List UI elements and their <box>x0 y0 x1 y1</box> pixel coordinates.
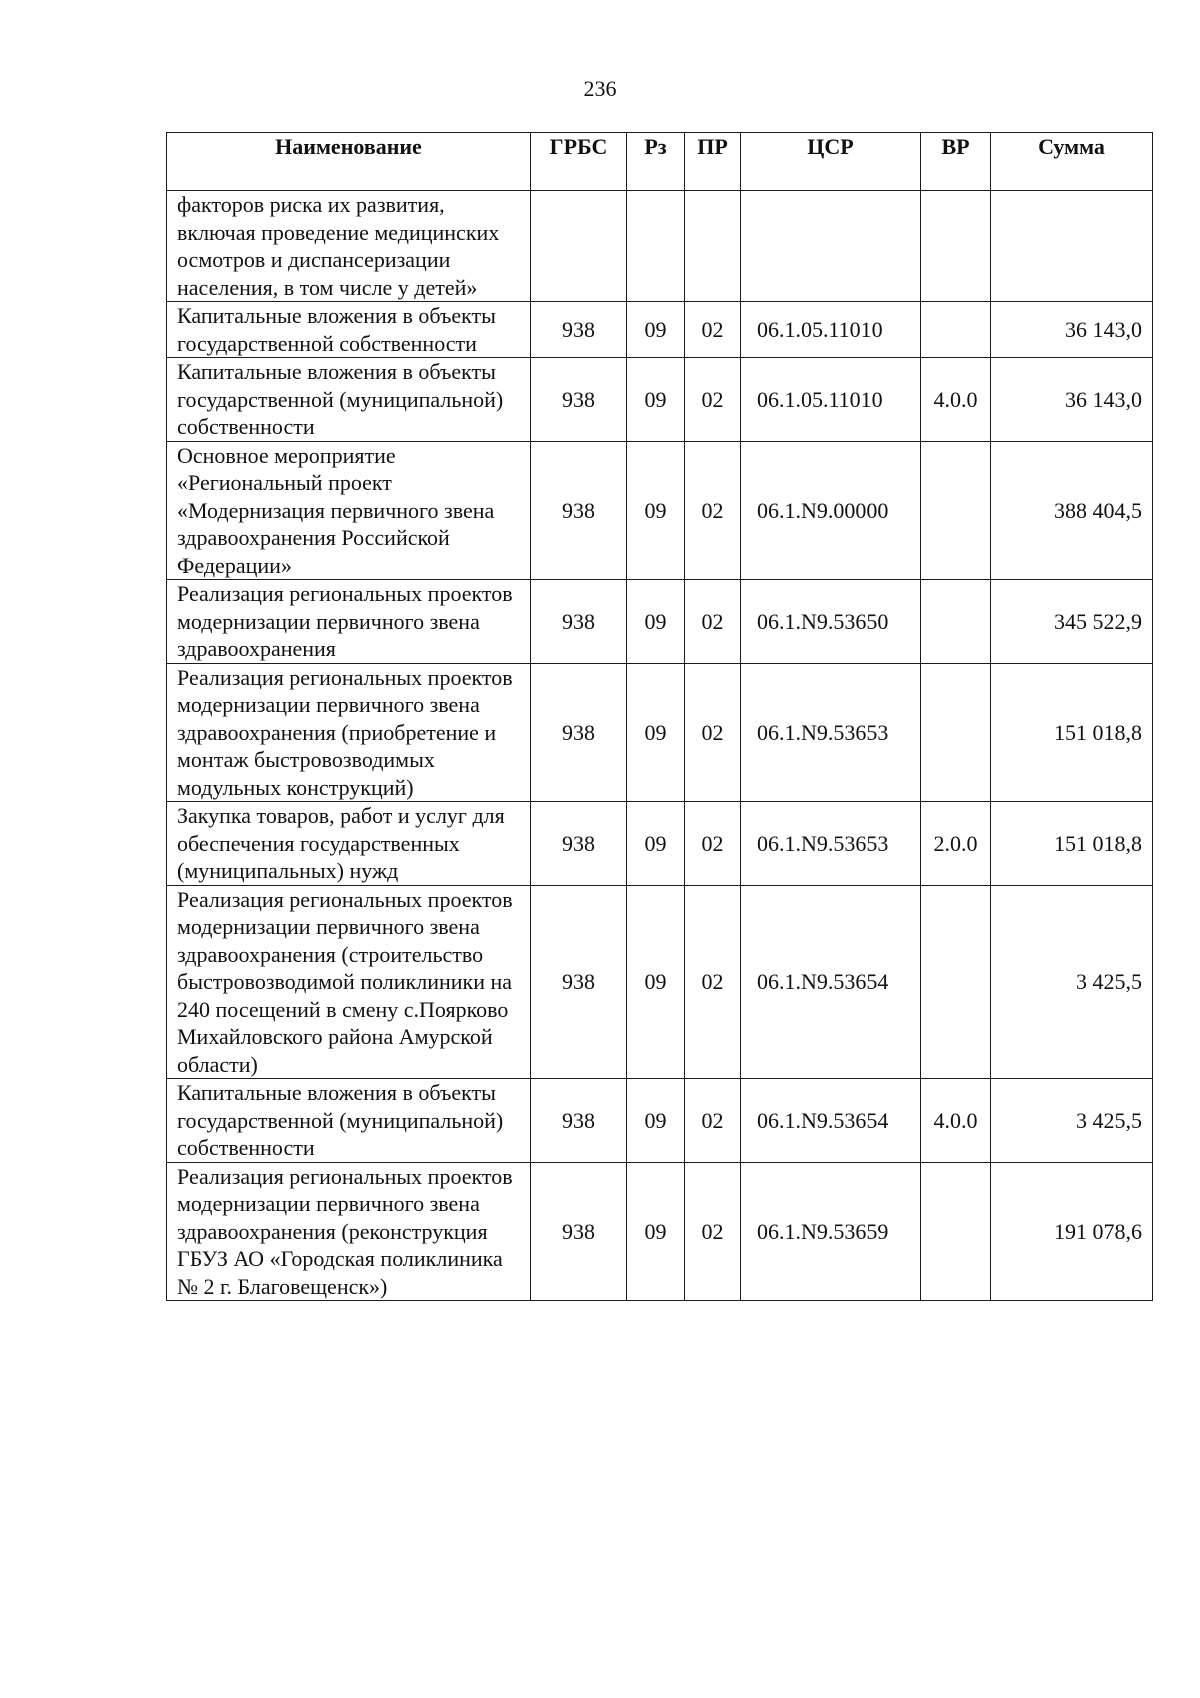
cell-grbs: 938 <box>531 358 627 442</box>
cell-vr <box>921 1162 991 1301</box>
cell-csr <box>741 191 921 302</box>
cell-grbs: 938 <box>531 885 627 1079</box>
cell-sum: 36 143,0 <box>991 358 1153 442</box>
cell-sum: 388 404,5 <box>991 441 1153 580</box>
cell-sum: 151 018,8 <box>991 802 1153 886</box>
budget-table <box>166 132 1153 1301</box>
table-row <box>167 885 1153 1079</box>
table-row <box>167 580 1153 664</box>
cell-vr <box>921 191 991 302</box>
table-row <box>167 663 1153 802</box>
table-row <box>167 358 1153 442</box>
cell-vr <box>921 663 991 802</box>
cell-name: Основное мероприятие «Региональный проект «Модернизация первичного звена здравоохранения Российской Федерации» <box>167 441 531 580</box>
cell-name: Капитальные вложения в объекты государственной (муниципальной) собственности <box>167 358 531 442</box>
table-row <box>167 1162 1153 1301</box>
cell-vr: 4.0.0 <box>921 1079 991 1163</box>
cell-rz: 09 <box>627 663 685 802</box>
cell-sum: 191 078,6 <box>991 1162 1153 1301</box>
cell-grbs: 938 <box>531 1079 627 1163</box>
cell-grbs: 938 <box>531 580 627 664</box>
cell-name: Реализация региональных проектов модернизации первичного звена здравоохранения (строительство быстровозводимой поликлиники на 240 посещений в смену с.Поярково Михайловского района Амурской области) <box>167 885 531 1079</box>
cell-grbs: 938 <box>531 1162 627 1301</box>
cell-pr: 02 <box>685 885 741 1079</box>
cell-grbs: 938 <box>531 663 627 802</box>
cell-name: Реализация региональных проектов модернизации первичного звена здравоохранения (реконструкция ГБУЗ АО «Городская поликлиника № 2 г. Благовещенск») <box>167 1162 531 1301</box>
cell-vr: 2.0.0 <box>921 802 991 886</box>
page-number: 236 <box>583 76 617 101</box>
cell-pr: 02 <box>685 1079 741 1163</box>
cell-sum: 36 143,0 <box>991 302 1153 358</box>
cell-name: факторов риска их развития, включая проведение медицинских осмотров и диспансеризации населения, в том числе у детей» <box>167 191 531 302</box>
cell-vr <box>921 441 991 580</box>
cell-pr <box>685 191 741 302</box>
cell-vr <box>921 885 991 1079</box>
cell-grbs <box>531 191 627 302</box>
cell-rz: 09 <box>627 580 685 664</box>
cell-vr: 4.0.0 <box>921 358 991 442</box>
cell-sum: 345 522,9 <box>991 580 1153 664</box>
cell-name: Реализация региональных проектов модернизации первичного звена здравоохранения (приобретение и монтаж быстровозводимых модульных конструкций) <box>167 663 531 802</box>
header-sum: Сумма <box>991 133 1153 191</box>
cell-vr <box>921 580 991 664</box>
cell-pr: 02 <box>685 441 741 580</box>
cell-name: Капитальные вложения в объекты государственной (муниципальной) собственности <box>167 1079 531 1163</box>
header-grbs: ГРБС <box>531 133 627 191</box>
cell-pr: 02 <box>685 802 741 886</box>
cell-name: Капитальные вложения в объекты государственной собственности <box>167 302 531 358</box>
cell-vr <box>921 302 991 358</box>
cell-rz: 09 <box>627 1079 685 1163</box>
cell-rz: 09 <box>627 302 685 358</box>
cell-pr: 02 <box>685 663 741 802</box>
cell-csr: 06.1.N9.53650 <box>741 580 921 664</box>
cell-rz <box>627 191 685 302</box>
cell-pr: 02 <box>685 302 741 358</box>
cell-csr: 06.1.N9.53659 <box>741 1162 921 1301</box>
header-name: Наименование <box>167 133 531 191</box>
table-row <box>167 441 1153 580</box>
cell-sum: 3 425,5 <box>991 885 1153 1079</box>
cell-pr: 02 <box>685 580 741 664</box>
cell-csr: 06.1.N9.53654 <box>741 1079 921 1163</box>
cell-rz: 09 <box>627 802 685 886</box>
header-vr: ВР <box>921 133 991 191</box>
table-row <box>167 191 1153 302</box>
header-csr: ЦСР <box>741 133 921 191</box>
table-row <box>167 802 1153 886</box>
header-pr: ПР <box>685 133 741 191</box>
cell-pr: 02 <box>685 358 741 442</box>
cell-sum: 3 425,5 <box>991 1079 1153 1163</box>
cell-sum <box>991 191 1153 302</box>
cell-sum: 151 018,8 <box>991 663 1153 802</box>
header-row <box>167 133 1153 191</box>
cell-pr: 02 <box>685 1162 741 1301</box>
header-rz: Рз <box>627 133 685 191</box>
cell-csr: 06.1.N9.53653 <box>741 802 921 886</box>
cell-csr: 06.1.05.11010 <box>741 302 921 358</box>
cell-csr: 06.1.N9.53653 <box>741 663 921 802</box>
cell-csr: 06.1.N9.00000 <box>741 441 921 580</box>
cell-rz: 09 <box>627 441 685 580</box>
cell-rz: 09 <box>627 885 685 1079</box>
cell-grbs: 938 <box>531 302 627 358</box>
cell-csr: 06.1.05.11010 <box>741 358 921 442</box>
table-row <box>167 302 1153 358</box>
cell-name: Закупка товаров, работ и услуг для обеспечения государственных (муниципальных) нужд <box>167 802 531 886</box>
cell-grbs: 938 <box>531 441 627 580</box>
cell-grbs: 938 <box>531 802 627 886</box>
cell-name: Реализация региональных проектов модернизации первичного звена здравоохранения <box>167 580 531 664</box>
cell-csr: 06.1.N9.53654 <box>741 885 921 1079</box>
cell-rz: 09 <box>627 1162 685 1301</box>
table-row <box>167 1079 1153 1163</box>
cell-rz: 09 <box>627 358 685 442</box>
